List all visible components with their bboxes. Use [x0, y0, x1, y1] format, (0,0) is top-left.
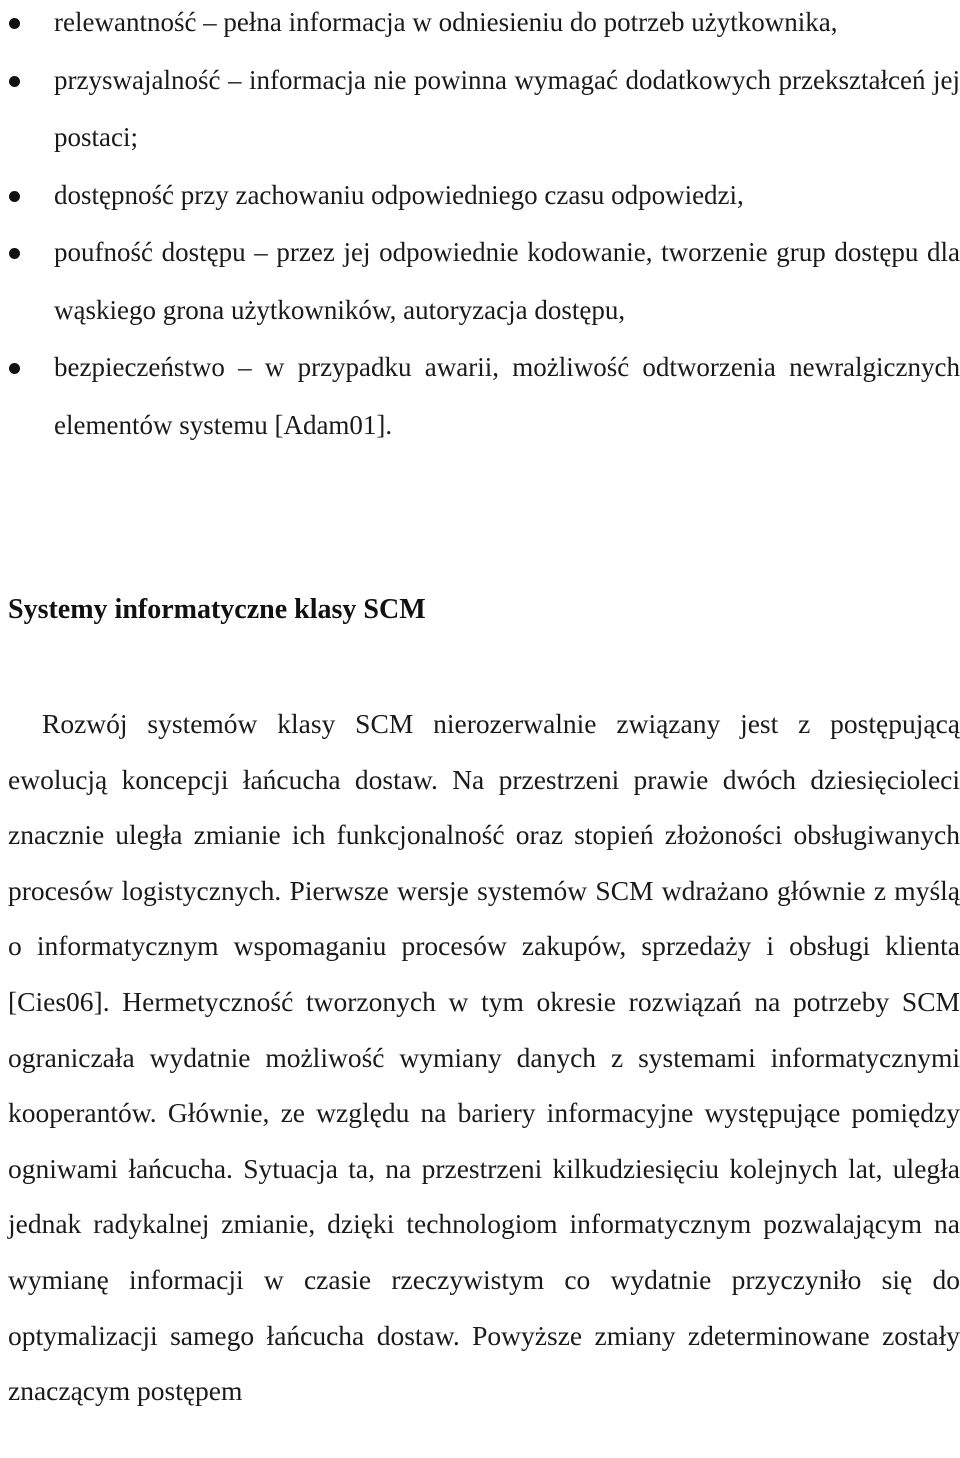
- list-item-text: relewantność – pełna informacja w odniesieniu do potrzeb użytkownika,: [54, 7, 838, 37]
- bullet-icon: [9, 76, 20, 87]
- list-item: [0, 52, 960, 167]
- bullet-icon: [9, 191, 20, 202]
- list-item: [0, 0, 960, 52]
- list-item-text: bezpieczeństwo – w przypadku awarii, możliwość odtworzenia newralgicznych elementów systemu [Adam01].: [54, 352, 960, 440]
- bullet-icon: [9, 18, 20, 29]
- list-item-text: dostępność przy zachowaniu odpowiedniego czasu odpowiedzi,: [54, 179, 744, 210]
- bullet-icon: [9, 363, 20, 374]
- list-item: [0, 339, 960, 454]
- list-item-text: przyswajalność – informacja nie powinna wymagać dodatkowych przekształceń jej postaci;: [54, 64, 960, 152]
- requirements-list: [0, 0, 960, 454]
- bullet-icon: [9, 248, 20, 259]
- list-item-text: poufność dostępu – przez jej odpowiednie kodowanie, tworzenie grup dostępu dla wąskiego grona użytkowników, autoryzacja dostępu,: [54, 237, 960, 325]
- list-item: [0, 224, 960, 339]
- list-item: [0, 167, 960, 225]
- section-heading: Systemy informatyczne klasy SCM: [8, 594, 426, 625]
- body-paragraph: Rozwój systemów klasy SCM nierozerwalnie związany jest z postępującą ewolucją koncepcji łańcucha dostaw. Na przestrzeni prawie dwóch dziesięcioleci znacznie uległa zmianie ich funkcjonalność oraz stopień złożoności obsługiwanych procesów logistycznych. Pierwsze wersje systemów SCM wdrażano głównie z myślą o informatycznym wspomaganiu procesów zakupów, sprzedaży i obsługi klienta [Cies06]. Hermetyczność tworzonych w tym okresie rozwiązań na potrzeby SCM ograniczała wydatnie możliwość wymiany danych z systemami informatycznymi kooperantów. Głównie, ze względu na bariery informacyjne występujące pomiędzy ogniwami łańcucha. Sytuacja ta, na przestrzeni kilkudziesięciu kolejnych lat, uległa jednak radykalnej zmianie, dzięki technologiom informatycznym pozwalającym na wymianę informacji w czasie rzeczywistym co wydatnie przyczyniło się do optymalizacji samego łańcucha dostaw. Powyższe zmiany zdeterminowane zostały znaczącym postępem: [8, 708, 960, 1407]
